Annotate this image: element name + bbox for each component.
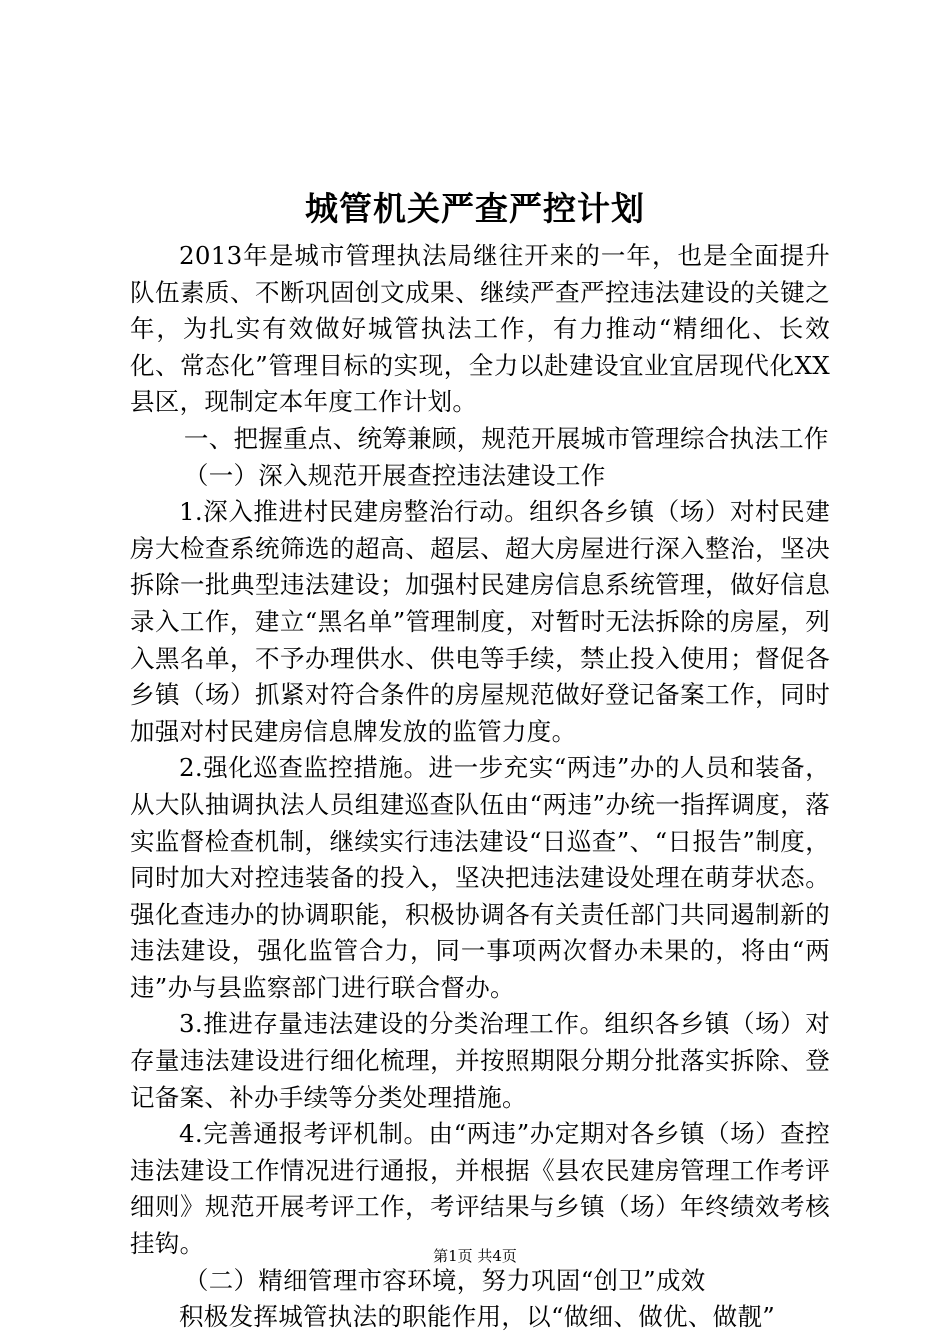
item-paragraph-2: 2.强化巡查监控措施。进一步充实“两违”办的人员和装备，从大队抽调执法人员组建巡查队伍由“两违”办统一指挥调度，落实监督检查机制，继续实行违法建设“日巡查”、“日报告”制度，同时加大对控违装备的投入，坚决把违法建设处理在萌芽状态。强化查违办的协调职能，积极协调各有关责任部门共同遏制新的违法建设，强化监管合力，同一事项两次督办未果的，将由“两违”办与县监察部门进行联合督办。 (130, 753, 831, 1002)
subsection-heading-1: （一）深入规范开展查控违法建设工作 (183, 460, 606, 490)
item-paragraph-1: 1.深入推进村民建房整治行动。组织各乡镇（场）对村民建房大检查系统筛选的超高、超层、超大房屋进行深入整治，坚决拆除一批典型违法建设；加强村民建房信息系统管理，做好信息录入工作，建立“黑名单”管理制度，对暂时无法拆除的房屋，列入黑名单，不予办理供水、供电等手续，禁止投入使用；督促各乡镇（场）抓紧对符合条件的房屋规范做好登记备案工作，同时加强对村民建房信息牌发放的监管力度。 (130, 497, 830, 746)
page-number: 第1页 共4页 (433, 1247, 517, 1265)
intro-paragraph: 2013年是城市管理执法局继往开来的一年，也是全面提升队伍素质、不断巩固创文成果、继续严查严控违法建设的关键之年，为扎实有效做好城管执法工作，有力推动“精细化、长效化、常态化”管理目标的实现，全力以赴建设宜业宜居现代化XX县区，现制定本年度工作计划。 (130, 241, 830, 417)
item-paragraph-3: 3.推进存量违法建设的分类治理工作。组织各乡镇（场）对存量违法建设进行细化梳理，并按照期限分期分批落实拆除、登记备案、补办手续等分类处理措施。 (130, 1009, 830, 1112)
body-paragraph-last: 积极发挥城管执法的职能作用，以“做细、做优、做靓” (179, 1302, 776, 1332)
item-paragraph-4: 4.完善通报考评机制。由“两违”办定期对各乡镇（场）查控违法建设工作情况进行通报，并根据《县农民建房管理工作考评细则》规范开展考评工作，考评结果与乡镇（场）年终绩效考核挂钩。 (130, 1119, 830, 1259)
subsection-heading-2: （二）精细管理市容环境，努力巩固“创卫”成效 (183, 1265, 706, 1295)
section-heading-1: 一、把握重点、统筹兼顾，规范开展城市管理综合执法工作 (183, 423, 829, 453)
document-body (130, 238, 830, 1336)
document-title: 城管机关严查严控计划 (305, 189, 645, 228)
